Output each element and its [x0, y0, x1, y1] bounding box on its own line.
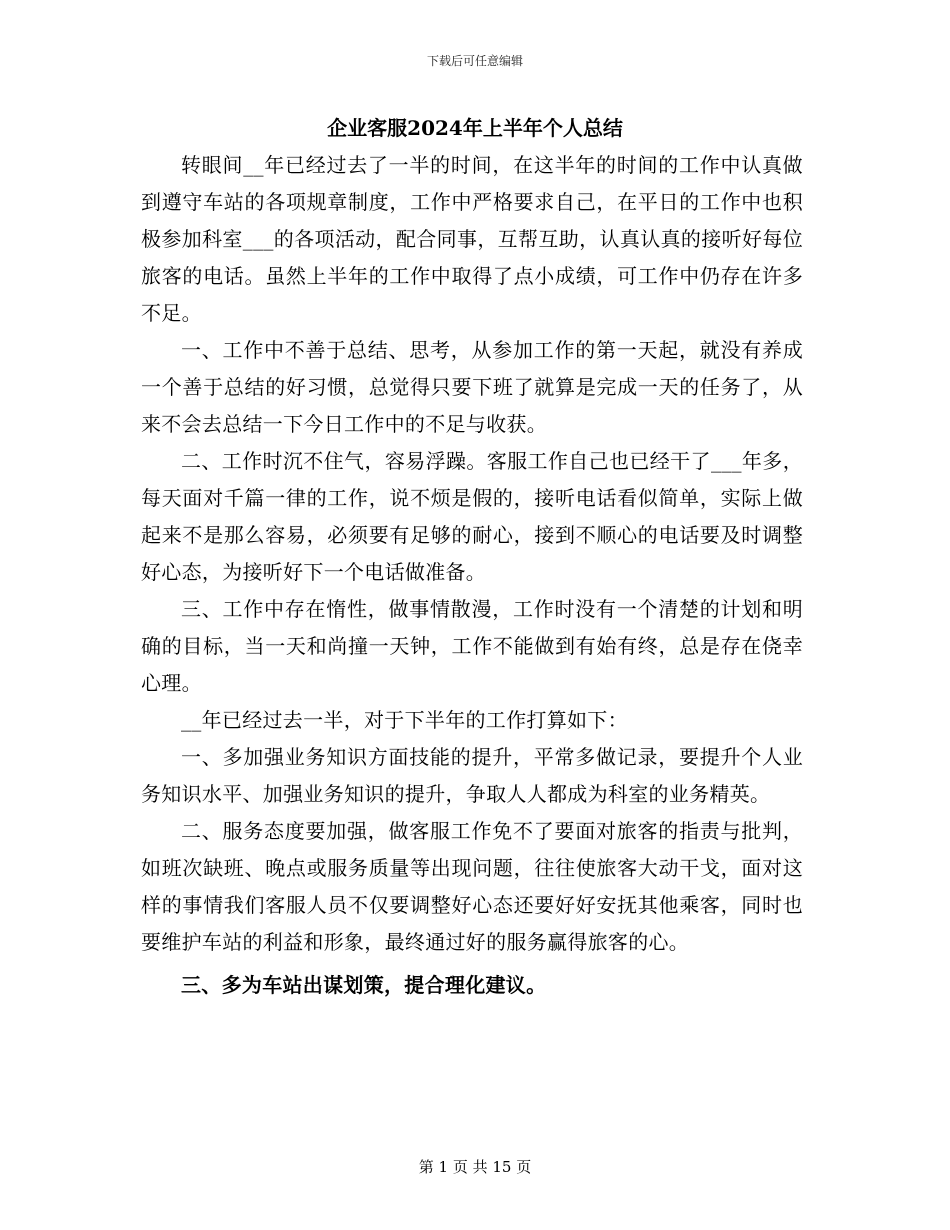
paragraph-plan-1: 一、多加强业务知识方面技能的提升，平常多做记录，要提升个人业务知识水平、加强业务知识的提升，争取人人都成为科室的业务精英。: [141, 745, 803, 806]
paragraph-plan-2: 二、服务态度要加强，做客服工作免不了要面对旅客的指责与批判，如班次缺班、晚点或服务质量等出现问题，往往使旅客大动干戈，面对这样的事情我们客服人员不仅要调整好心态还要好好安抚其他乘客，同时也要维护车站的利益和形象，最终通过好的服务赢得旅客的心。: [141, 819, 803, 954]
paragraph-shortcoming-3: 三、工作中存在惰性，做事情散漫，工作时没有一个清楚的计划和明确的目标，当一天和尚撞一天钟，工作不能做到有始有终，总是存在侥幸心理。: [141, 597, 803, 695]
paragraph-plan-intro: __年已经过去一半，对于下半年的工作打算如下：: [181, 708, 628, 732]
page-number-footer: 第 1 页 共 15 页: [418, 1158, 532, 1176]
paragraph-intro: 转眼间__年已经过去了一半的时间，在这半年的时间的工作中认真做到遵守车站的各项规章制度，工作中严格要求自己，在平日的工作中也积极参加科室___的各项活动，配合同事，互帮互助，认真认真的接听好每位旅客的电话。虽然上半年的工作中取得了点小成绩，可工作中仍存在许多不足。: [141, 153, 803, 325]
document-title: 企业客服2024年上半年个人总结: [327, 116, 623, 140]
section-heading-plan-3: 三、多为车站出谋划策，提合理化建议。: [181, 973, 547, 997]
paragraph-shortcoming-1: 一、工作中不善于总结、思考，从参加工作的第一天起，就没有养成一个善于总结的好习惯，总觉得只要下班了就算是完成一天的任务了，从来不会去总结一下今日工作中的不足与收获。: [141, 338, 803, 436]
document-body: [141, 147, 803, 1004]
paragraph-shortcoming-2: 二、工作时沉不住气，容易浮躁。客服工作自己也已经干了___年多，每天面对千篇一律的工作，说不烦是假的，接听电话看似简单，实际上做起来不是那么容易，必须要有足够的耐心，接到不顺心的电话要及时调整好心态，为接听好下一个电话做准备。: [141, 449, 803, 584]
page-header-note: 下载后可任意编辑: [426, 54, 523, 68]
